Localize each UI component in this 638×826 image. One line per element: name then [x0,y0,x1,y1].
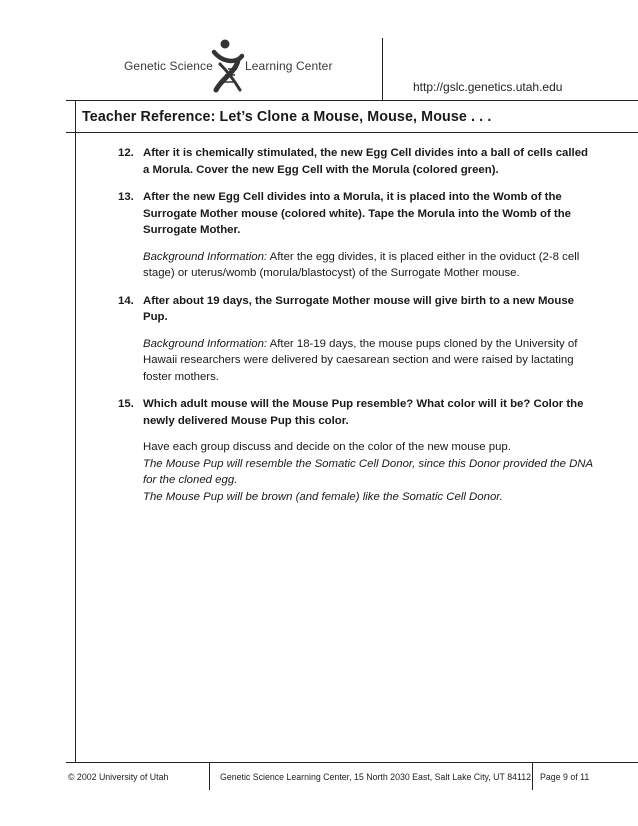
footer-page-number: Page 9 of 11 [540,772,590,782]
page-title: Teacher Reference: Let’s Clone a Mouse, Mouse, Mouse . . . [82,109,492,125]
footer-divider [532,762,533,790]
step-text: Which adult mouse will the Mouse Pup resemble? What color will it be? Color the newly delivered Mouse Pup this color. [143,398,584,427]
header-rule [66,100,638,101]
logo-text-left: Genetic Science [124,59,213,73]
instructions [118,145,593,516]
left-margin-rule [75,100,76,762]
answer-text: The Mouse Pup will be brown (and female) like the Somatic Cell Donor. [143,490,503,503]
background-label: Background Information: [143,250,268,263]
step-number: 13. [118,191,134,203]
step-13 [118,189,593,282]
answer-text: The Mouse Pup will resemble the Somatic Cell Donor, since this Donor provided the DNA for the cloned egg. [143,457,593,486]
step-number: 15. [118,398,134,410]
background-text: After 18-19 days, the mouse pups cloned by the University of Hawaii researchers were delivered by caesarean section and were raised by lactating foster mothers. [143,337,578,383]
logo-text-right: Learning Center [245,59,333,73]
step-number: 14. [118,294,134,307]
step-text: After the new Egg Cell divides into a Morula, it is placed into the Womb of the Surrogate Mother mouse (colored white). Tape the Morula into the Womb of the Surrogate Mother. [143,191,572,236]
step-15 [118,396,593,505]
step-text: After it is chemically stimulated, the new Egg Cell divides into a ball of cells called a Morula. Cover the new Egg Cell with the Morula (colored green). [143,147,588,176]
background-info [143,249,593,282]
footer-rule [66,762,638,763]
background-info [143,336,593,386]
step-12 [118,145,593,178]
background-label: Background Information: [143,337,268,350]
dna-figure-icon [208,38,248,94]
footer-copyright: © 2002 University of Utah [68,772,169,782]
header-url: http://gslc.genetics.utah.edu [413,80,563,94]
footer-divider [209,762,210,790]
discussion-text: Have each group discuss and decide on the color of the new mouse pup. [143,441,511,453]
header-divider [382,38,383,100]
step-number: 12. [118,147,134,159]
step-text: After about 19 days, the Surrogate Mother mouse will give birth to a new Mouse Pup. [143,294,575,323]
footer-address: Genetic Science Learning Center, 15 North 2030 East, Salt Lake City, UT 84112 [220,772,532,782]
step-14 [118,293,593,386]
background-text: After the egg divides, it is placed either in the oviduct (2-8 cell stage) or uterus/womb (morula/blastocyst) of the Surrogate Mother mouse. [143,250,580,279]
gslc-logo [124,38,334,94]
title-rule [66,132,638,133]
